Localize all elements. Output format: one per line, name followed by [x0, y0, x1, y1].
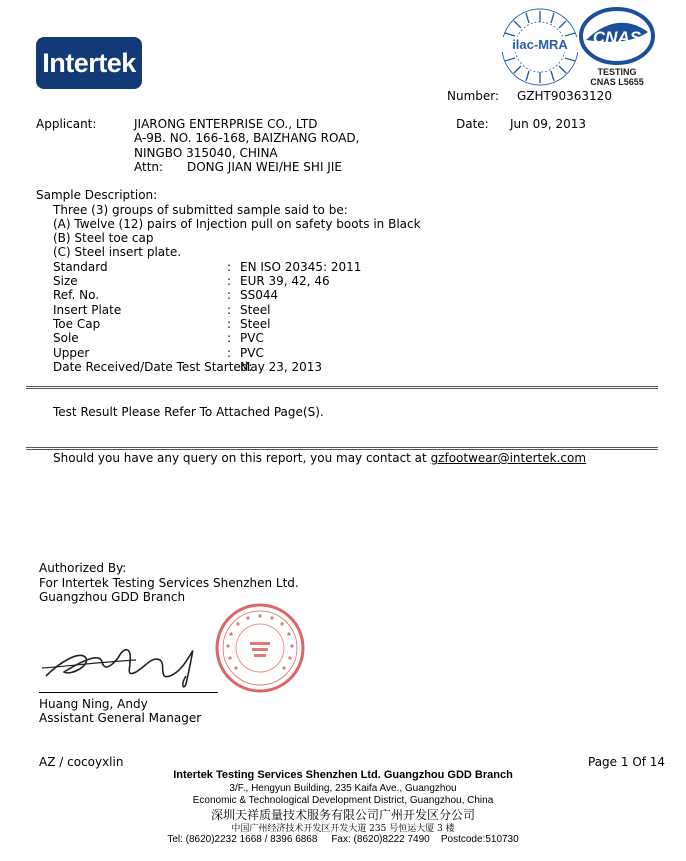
sample-item-c: (C) Steel insert plate. [53, 245, 182, 259]
initials: AZ / cocoyxlin [39, 755, 124, 769]
attn-value: DONG JIAN WEI/HE SHI JIE [187, 160, 342, 174]
field-sole-label: Sole [53, 331, 79, 345]
sample-heading: Sample Description: [36, 188, 158, 202]
contact-text: Should you have any query on this report, you may contact at [53, 451, 431, 465]
sample-item-a: (A) Twelve (12) pairs of Injection pull on safety boots in Black [53, 217, 421, 231]
footer-address-2: Economic & Technological Development District, Guangzhou, China [192, 795, 494, 806]
field-ref-sep: : [227, 288, 232, 302]
company-seal [214, 602, 306, 694]
footer-chinese-name: 深圳天祥质量技术服务有限公司广州开发区分公司 [210, 808, 475, 822]
ilac-mra-mark [498, 6, 582, 88]
field-sole-sep: : [227, 331, 232, 345]
field-insert-plate-sep: : [227, 303, 232, 317]
signer-title: Assistant General Manager [39, 711, 202, 725]
signature-line [39, 692, 218, 693]
cnas-mark [578, 6, 656, 88]
footer-chinese-address: 中国广州经济技术开发区开发大道 235 号恒运大厦 3 楼 [231, 824, 455, 834]
field-upper-value: PVC [240, 346, 264, 360]
signer-name: Huang Ning, Andy [39, 697, 148, 711]
field-size-sep: : [227, 274, 232, 288]
footer-address-1: 3/F., Hengyun Building, 235 Kaifa Ave., Guangzhou [229, 783, 457, 794]
contact-line [53, 451, 586, 465]
footer-company: Intertek Testing Services Shenzhen Ltd. Guangzhou GDD Branch [173, 769, 513, 781]
cnas-code-label: CNAS L5655 [590, 77, 644, 87]
ilac-label: ilac-MRA [498, 37, 582, 52]
date-label: Date: [456, 117, 489, 131]
field-toe-cap-label: Toe Cap [53, 317, 101, 331]
number-label: Number: [447, 89, 500, 103]
page-number: Page 1 Of 14 [588, 755, 666, 769]
signature [40, 632, 220, 692]
field-ref-value: SS044 [240, 288, 279, 302]
sample-intro: Three (3) groups of submitted sample said to be: [53, 203, 348, 217]
sample-item-b: (B) Steel toe cap [53, 231, 154, 245]
date-value: Jun 09, 2013 [510, 117, 587, 131]
field-size-value: EUR 39, 42, 46 [240, 274, 330, 288]
field-insert-plate-label: Insert Plate [53, 303, 122, 317]
field-upper-label: Upper [53, 346, 90, 360]
field-size-label: Size [53, 274, 78, 288]
attn-label: Attn: [134, 160, 164, 174]
field-upper-sep: : [227, 346, 232, 360]
field-date-received-label: Date Received/Date Test Started: [53, 360, 253, 374]
cnas-label: CNAS [592, 28, 642, 47]
field-date-received-value: May 23, 2013 [240, 360, 323, 374]
applicant-name: JIARONG ENTERPRISE CO., LTD [134, 117, 318, 131]
authorized-by: Authorized By: [39, 561, 127, 575]
number-value: GZHT90363120 [517, 89, 612, 103]
field-standard-sep: : [227, 260, 232, 274]
applicant-address-2: NINGBO 315040, CHINA [134, 146, 278, 160]
authorized-branch: Guangzhou GDD Branch [39, 590, 186, 604]
field-insert-plate-value: Steel [240, 303, 271, 317]
divider-top [26, 386, 658, 389]
contact-email-link[interactable]: gzfootwear@intertek.com [430, 451, 587, 465]
authorized-company: For Intertek Testing Services Shenzhen Ltd. [39, 576, 299, 590]
logo-text: Intertek [42, 48, 136, 78]
field-toe-cap-value: Steel [240, 317, 271, 331]
cnas-testing-label: TESTING [597, 67, 637, 77]
field-ref-label: Ref. No. [53, 288, 100, 302]
field-toe-cap-sep: : [227, 317, 232, 331]
field-standard-value: EN ISO 20345: 2011 [240, 260, 362, 274]
test-result-text: Test Result Please Refer To Attached Page(S). [53, 405, 324, 419]
applicant-label: Applicant: [36, 117, 97, 131]
field-standard-label: Standard [53, 260, 108, 274]
footer-contact: Tel: (8620)2232 1668 / 8396 6868 Fax: (8620)8222 7490 Postcode:510730 [167, 834, 519, 845]
intertek-logo [36, 37, 142, 89]
applicant-address-1: A-9B. NO. 166-168, BAIZHANG ROAD, [134, 131, 360, 145]
divider-bottom [26, 447, 658, 450]
field-sole-value: PVC [240, 331, 264, 345]
